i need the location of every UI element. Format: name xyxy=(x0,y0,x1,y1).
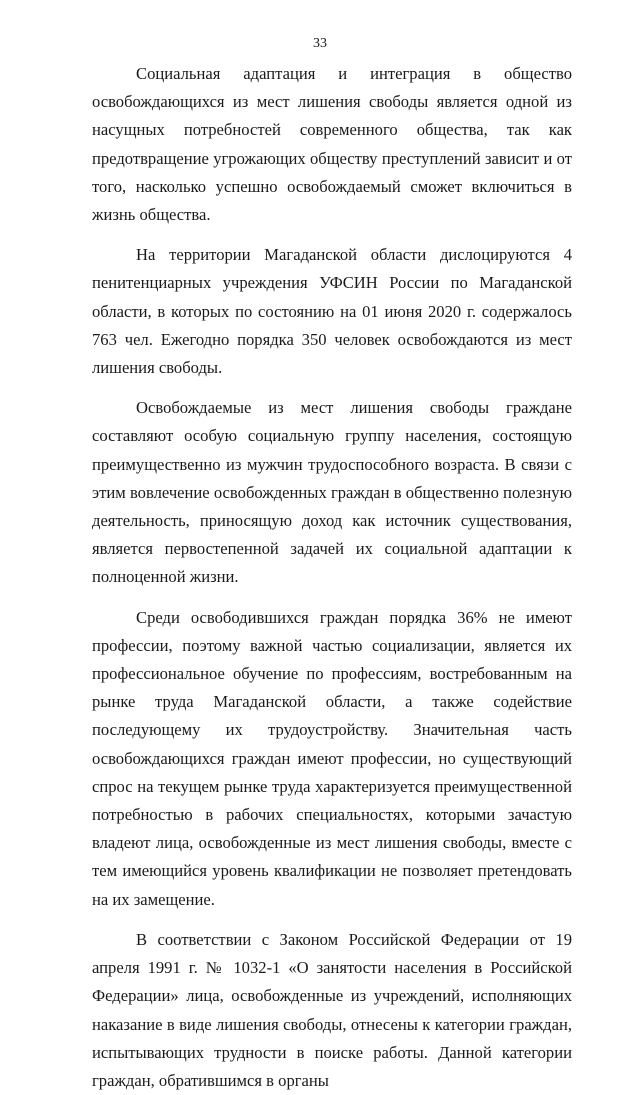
paragraph-social-adaptation: Социальная адаптация и интеграция в общество освобождающихся из мест лишения свободы является одной из насущных потребностей современного общества, так как предотвращение угрожающих обществу преступлений зависит и от того, насколько успешно освобождаемый сможет включиться в жизнь общества. xyxy=(92,64,572,225)
body-text xyxy=(92,60,572,1095)
paragraph-professions: Среди освободившихся граждан порядка 36% не имеют профессии, поэтому важной частью социализации, является их профессиональное обучение по профессиям, востребованным на рынке труда Магаданской области, а также содействие последующему их трудоустройству. Значительная часть освобождающихся граждан имеют профессии, но существующий спрос на текущем рынке труда характеризуется преимущественной потребностью в рабочих специальностях, которыми зачастую владеют лица, освобожденные из мест лишения свободы, вместе с тем имеющийся уровень квалификации не позволяет претендовать на их замещение. xyxy=(92,607,572,909)
paragraph-social-group: Освобождаемые из мест лишения свободы граждане составляют особую социальную группу населения, состоящую преимущественно из мужчин трудоспособного возраста. В связи с этим вовлечение освобожденных граждан в общественно полезную деятельность, приносящую доход как источник существования, является первостепенной задачей их социальной адаптации к полноценной жизни. xyxy=(92,398,572,587)
paragraph-employment-law: В соответствии с Законом Российской Федерации от 19 апреля 1991 г. № 1032-1 «О занятости населения в Российской Федерации» лица, освобожденные из учреждений, исполняющих наказание в виде лишения свободы, отнесены к категории граждан, испытывающих трудности в поиске работы. Данной категории граждан, обратившимся в органы xyxy=(92,929,572,1090)
page-number: 33 xyxy=(313,36,327,51)
paragraph-magadan-institutions: На территории Магаданской области дислоцируются 4 пенитенциарных учреждения УФСИН России по Магаданской области, в которых по состоянию на 01 июня 2020 г. содержалось 763 чел. Ежегодно порядка 350 человек освобождаются из мест лишения свободы. xyxy=(92,245,572,378)
